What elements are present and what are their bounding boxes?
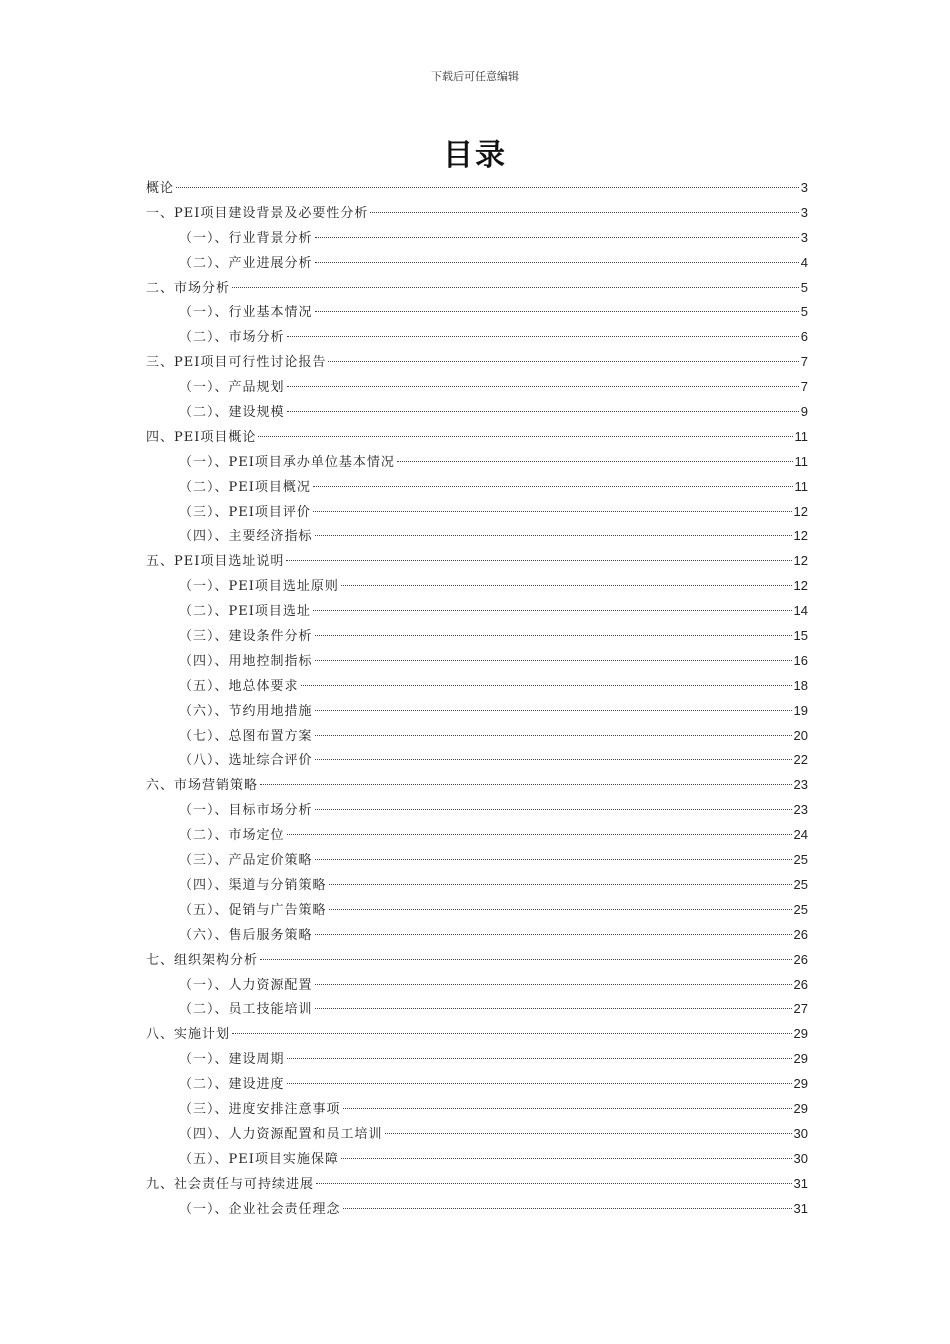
- toc-entry-label: 二、市场分析: [146, 280, 231, 296]
- toc-entry-page: 5: [800, 279, 808, 295]
- toc-entry[interactable]: [146, 475, 808, 500]
- toc-entry[interactable]: [146, 201, 808, 226]
- toc-entry-page: 12: [793, 503, 808, 519]
- toc-dot-leader: [315, 660, 792, 661]
- toc-dot-leader: [315, 759, 792, 760]
- toc-entry-page: 29: [793, 1100, 808, 1116]
- toc-entry-page: 16: [793, 652, 808, 668]
- toc-entry-label: （二）、PEI项目选址: [179, 604, 311, 620]
- toc-entry[interactable]: [146, 400, 808, 425]
- toc-dot-leader: [315, 984, 792, 985]
- toc-entry-label: （一）、PEI项目选址原则: [179, 579, 339, 595]
- toc-dot-leader: [343, 1208, 792, 1209]
- toc-entry-page: 26: [793, 926, 808, 942]
- toc-entry-page: 24: [793, 827, 808, 843]
- header-note: 下载后可任意编辑: [431, 70, 519, 83]
- toc-entry-label: 七、组织架构分析: [146, 952, 259, 968]
- toc-entry[interactable]: [146, 1172, 808, 1197]
- toc-entry-page: 31: [793, 1200, 808, 1216]
- toc-entry[interactable]: [146, 574, 808, 599]
- toc-dot-leader: [315, 735, 792, 736]
- toc-entry-label: （二）、建设规模: [179, 405, 285, 421]
- toc-entry-label: （一）、行业背景分析: [179, 230, 313, 246]
- toc-entry-page: 5: [800, 304, 808, 320]
- toc-entry[interactable]: [146, 599, 808, 624]
- toc-entry-label: （一）、企业社会责任理念: [179, 1201, 341, 1217]
- toc-entry-label: 八、实施计划: [146, 1027, 231, 1043]
- table-of-contents: [146, 176, 808, 1221]
- toc-entry[interactable]: [146, 350, 808, 375]
- toc-entry-label: （二）、PEI项目概况: [179, 479, 311, 495]
- toc-entry[interactable]: [146, 425, 808, 450]
- toc-entry-page: 3: [800, 180, 808, 195]
- toc-entry-page: 3: [800, 204, 808, 220]
- toc-dot-leader: [315, 237, 799, 238]
- toc-dot-leader: [315, 311, 799, 312]
- toc-entry-page: 25: [793, 852, 808, 868]
- toc-entry-label: （二）、市场定位: [179, 828, 285, 844]
- toc-entry[interactable]: [146, 624, 808, 649]
- toc-entry-label: （三）、PEI项目评价: [179, 504, 311, 520]
- toc-entry-label: （二）、建设进度: [179, 1077, 285, 1093]
- toc-dot-leader: [287, 1083, 792, 1084]
- toc-entry[interactable]: [146, 300, 808, 325]
- toc-dot-leader: [341, 585, 792, 586]
- toc-entry-label: （一）、人力资源配置: [179, 977, 313, 993]
- toc-entry-label: （五）、地总体要求: [179, 678, 299, 694]
- toc-entry-page: 29: [793, 1026, 808, 1042]
- toc-entry-page: 26: [793, 951, 808, 967]
- toc-entry-page: 29: [793, 1051, 808, 1067]
- toc-entry[interactable]: [146, 1197, 808, 1222]
- toc-dot-leader: [315, 535, 792, 536]
- toc-entry[interactable]: [146, 251, 808, 276]
- toc-entry[interactable]: [146, 450, 808, 475]
- toc-dot-leader: [313, 511, 792, 512]
- toc-entry-page: 18: [793, 677, 808, 693]
- toc-entry-label: （四）、主要经济指标: [179, 529, 313, 545]
- toc-entry-page: 11: [794, 428, 808, 444]
- toc-dot-leader: [329, 909, 792, 910]
- toc-entry-page: 9: [800, 404, 808, 420]
- toc-entry-label: （四）、用地控制指标: [179, 653, 313, 669]
- toc-entry-page: 11: [794, 478, 808, 494]
- toc-entry-page: 31: [793, 1175, 808, 1191]
- toc-entry-label: （四）、渠道与分销策略: [179, 877, 327, 893]
- toc-entry[interactable]: [146, 699, 808, 724]
- toc-dot-leader: [315, 934, 792, 935]
- toc-entry-label: 六、市场营销策略: [146, 778, 259, 794]
- toc-entry[interactable]: [146, 500, 808, 525]
- toc-entry-label: （三）、建设条件分析: [179, 629, 313, 645]
- toc-dot-leader: [176, 187, 799, 188]
- toc-entry[interactable]: [146, 923, 808, 948]
- toc-dot-leader: [287, 386, 799, 387]
- toc-entry-label: （一）、建设周期: [179, 1052, 285, 1068]
- toc-entry-page: 15: [793, 628, 808, 644]
- toc-entry-label: 九、社会责任与可持续进展: [146, 1176, 315, 1192]
- toc-entry-page: 23: [793, 777, 808, 793]
- toc-entry-label: （一）、PEI项目承办单位基本情况: [179, 454, 395, 470]
- toc-dot-leader: [287, 336, 799, 337]
- toc-entry-label: 一、PEI项目建设背景及必要性分析: [146, 205, 369, 221]
- toc-entry-label: 五、PEI项目选址说明: [146, 554, 285, 570]
- toc-entry[interactable]: [146, 375, 808, 400]
- toc-entry-page: 27: [793, 1001, 808, 1017]
- toc-entry[interactable]: [146, 1022, 808, 1047]
- toc-entry-page: 7: [800, 379, 808, 395]
- toc-entry-label: （一）、目标市场分析: [179, 803, 313, 819]
- toc-entry-page: 4: [800, 254, 808, 270]
- toc-entry[interactable]: [146, 948, 808, 973]
- toc-entry[interactable]: [146, 798, 808, 823]
- toc-entry-page: 29: [793, 1076, 808, 1092]
- toc-entry-label: （五）、促销与广告策略: [179, 902, 327, 918]
- toc-entry-label: （三）、产品定价策略: [179, 853, 313, 869]
- toc-entry-page: 6: [800, 329, 808, 345]
- toc-dot-leader: [341, 1158, 792, 1159]
- toc-dot-leader: [315, 859, 792, 860]
- toc-entry-page: 26: [793, 976, 808, 992]
- toc-entry[interactable]: [146, 1072, 808, 1097]
- toc-entry[interactable]: [146, 848, 808, 873]
- toc-entry[interactable]: [146, 823, 808, 848]
- toc-dot-leader: [315, 262, 799, 263]
- toc-dot-leader: [258, 436, 792, 437]
- toc-entry-page: 22: [793, 752, 808, 768]
- toc-dot-leader: [329, 884, 792, 885]
- toc-entry[interactable]: [146, 873, 808, 898]
- toc-dot-leader: [316, 1183, 792, 1184]
- toc-entry-label: 四、PEI项目概论: [146, 429, 257, 445]
- toc-entry-label: （一）、产品规划: [179, 380, 285, 396]
- toc-entry[interactable]: [146, 1122, 808, 1147]
- toc-entry-label: （七）、总图布置方案: [179, 728, 313, 744]
- toc-dot-leader: [287, 411, 799, 412]
- toc-entry-page: 12: [793, 528, 808, 544]
- toc-entry-page: 12: [793, 553, 808, 569]
- toc-entry-label: 三、PEI项目可行性讨论报告: [146, 355, 327, 371]
- toc-entry[interactable]: [146, 724, 808, 749]
- toc-entry[interactable]: [146, 1097, 808, 1122]
- toc-dot-leader: [315, 635, 792, 636]
- toc-entry[interactable]: [146, 325, 808, 350]
- toc-entry[interactable]: [146, 973, 808, 998]
- toc-entry-page: 14: [793, 603, 808, 619]
- toc-entry-page: 25: [793, 901, 808, 917]
- toc-entry-page: 7: [800, 354, 808, 370]
- toc-entry-label: （六）、节约用地措施: [179, 703, 313, 719]
- toc-entry-page: 30: [793, 1125, 808, 1141]
- toc-entry-page: 11: [794, 453, 808, 469]
- toc-dot-leader: [370, 212, 798, 213]
- toc-entry-label: （六）、售后服务策略: [179, 927, 313, 943]
- toc-dot-leader: [232, 287, 799, 288]
- toc-entry-label: （二）、市场分析: [179, 330, 285, 346]
- toc-entry-label: （五）、PEI项目实施保障: [179, 1151, 339, 1167]
- toc-title: 目录: [443, 138, 507, 173]
- toc-entry[interactable]: [146, 276, 808, 301]
- toc-entry[interactable]: [146, 226, 808, 251]
- toc-entry-page: 12: [793, 578, 808, 594]
- toc-entry-label: （三）、进度安排注意事项: [179, 1101, 341, 1117]
- toc-entry-page: 20: [793, 727, 808, 743]
- toc-entry[interactable]: [146, 674, 808, 699]
- toc-entry-page: 25: [793, 876, 808, 892]
- toc-entry-label: 概论: [146, 181, 175, 196]
- toc-entry-label: （四）、人力资源配置和员工培训: [179, 1126, 383, 1142]
- toc-entry[interactable]: [146, 898, 808, 923]
- toc-dot-leader: [328, 361, 798, 362]
- toc-entry-page: 30: [793, 1150, 808, 1166]
- toc-dot-leader: [313, 486, 793, 487]
- toc-dot-leader: [301, 685, 792, 686]
- toc-dot-leader: [232, 1033, 792, 1034]
- toc-dot-leader: [260, 959, 792, 960]
- toc-entry-page: 3: [800, 229, 808, 245]
- toc-entry[interactable]: [146, 176, 808, 201]
- toc-dot-leader: [397, 461, 793, 462]
- toc-entry-page: 23: [793, 802, 808, 818]
- toc-dot-leader: [315, 710, 792, 711]
- toc-entry-page: 19: [793, 702, 808, 718]
- toc-dot-leader: [260, 784, 792, 785]
- toc-dot-leader: [287, 834, 792, 835]
- toc-entry[interactable]: [146, 748, 808, 773]
- toc-dot-leader: [315, 1008, 792, 1009]
- toc-entry[interactable]: [146, 773, 808, 798]
- toc-entry-label: （一）、行业基本情况: [179, 305, 313, 321]
- toc-dot-leader: [313, 610, 792, 611]
- toc-entry[interactable]: [146, 1047, 808, 1072]
- toc-entry-label: （二）、员工技能培训: [179, 1002, 313, 1018]
- toc-dot-leader: [315, 809, 792, 810]
- toc-dot-leader: [385, 1133, 792, 1134]
- toc-entry[interactable]: [146, 1147, 808, 1172]
- toc-entry-label: （八）、选址综合评价: [179, 753, 313, 769]
- toc-entry[interactable]: [146, 649, 808, 674]
- toc-dot-leader: [286, 560, 791, 561]
- toc-dot-leader: [287, 1058, 792, 1059]
- toc-entry[interactable]: [146, 549, 808, 574]
- toc-entry-label: （二）、产业进展分析: [179, 255, 313, 271]
- toc-entry[interactable]: [146, 997, 808, 1022]
- toc-dot-leader: [343, 1108, 792, 1109]
- toc-entry[interactable]: [146, 524, 808, 549]
